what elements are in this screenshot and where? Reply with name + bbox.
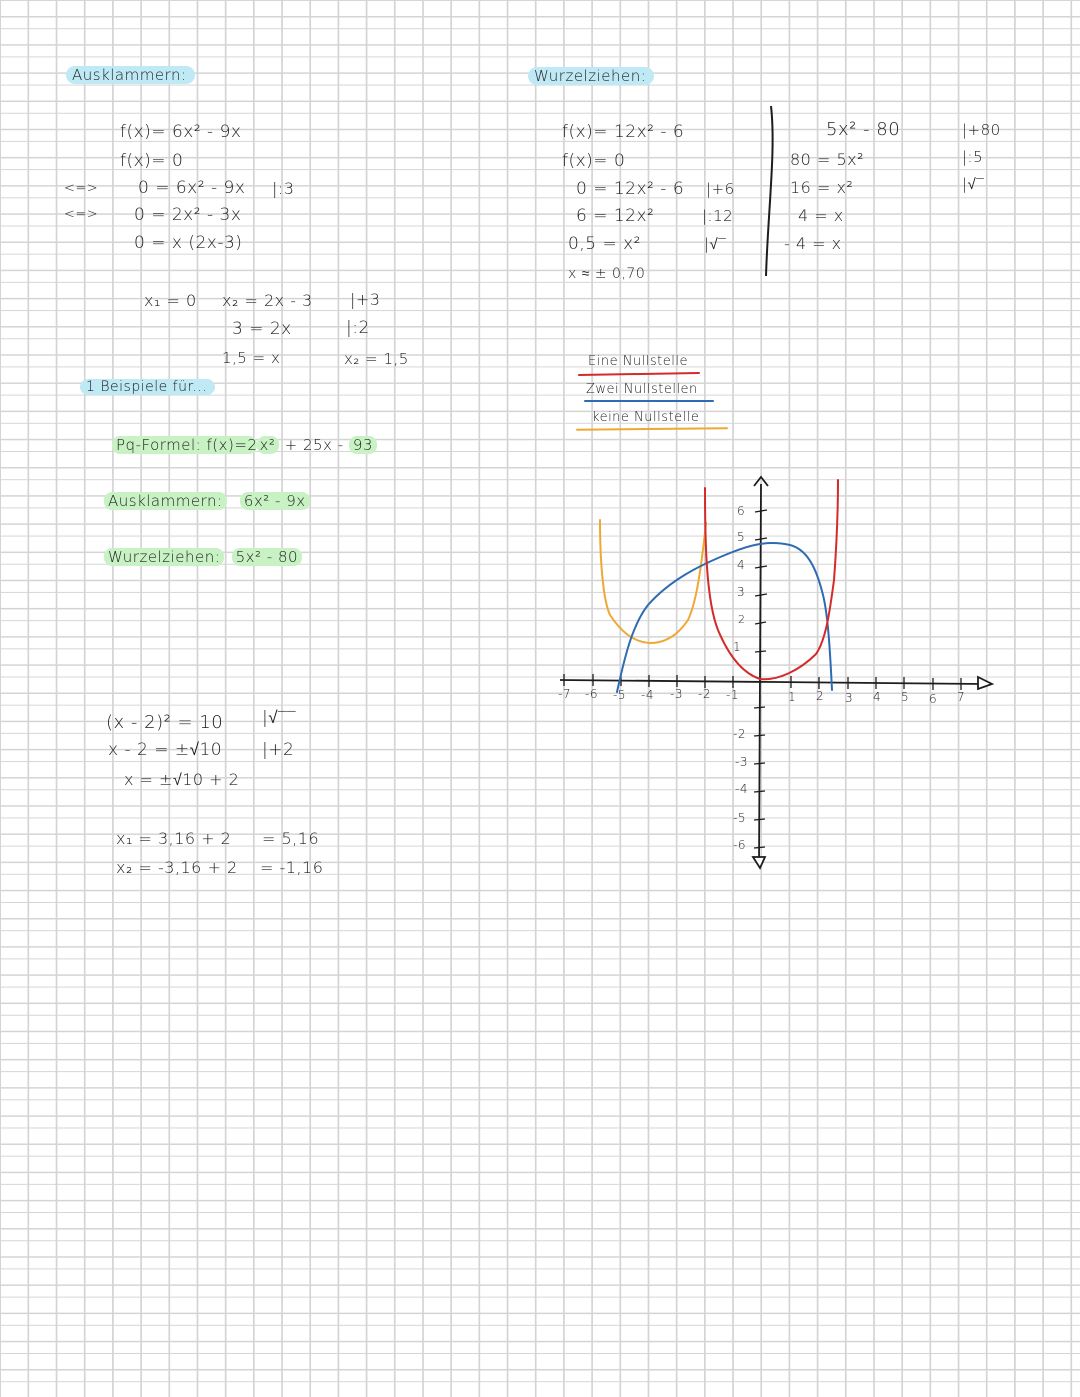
w-op-3: |+6 xyxy=(706,180,735,198)
eq-line-1: f(x)= 6x² - 9x xyxy=(120,122,242,142)
op-line-3: |:3 xyxy=(272,179,295,198)
w-side-op-1: |+80 xyxy=(962,121,1001,139)
example-wurzelziehen-label: Wurzelziehen: xyxy=(104,548,224,566)
eq3-result-1-lhs: x₁ = 3,16 + 2 xyxy=(116,829,232,848)
w-side-2: 80 = 5x² xyxy=(790,150,864,169)
solution-x1: x₁ = 0 xyxy=(144,291,197,310)
y-tick-label: -3 xyxy=(735,755,748,769)
example-ausklammern-expr: 6x² - 9x xyxy=(240,492,310,510)
eq-line-4: 0 = 2x² - 3x xyxy=(134,205,242,225)
y-tick-label: -4 xyxy=(735,782,748,796)
w-line-5: 0,5 = x² xyxy=(568,234,641,254)
w-side-5: - 4 = x xyxy=(784,234,842,253)
x-tick-label: -4 xyxy=(641,688,654,702)
example-pq-rest: + 25x - xyxy=(279,436,349,454)
w-side-3: 16 = x² xyxy=(790,178,854,197)
eq3-op-1: |√‾‾ xyxy=(262,708,297,728)
eq-line-2: f(x)= 0 xyxy=(120,151,184,171)
legend-one-zero: Eine Nullstelle xyxy=(588,354,688,369)
x-tick-label: -5 xyxy=(613,688,626,702)
y-tick-label: -5 xyxy=(733,811,746,825)
example-ausklammern-label: Ausklammern: xyxy=(104,492,227,510)
w-side-op-3: |√‾ xyxy=(962,175,985,193)
eq-line-3: 0 = 6x² - 9x xyxy=(138,178,246,198)
w-line-1: f(x)= 12x² - 6 xyxy=(562,122,685,142)
w-line-3: 0 = 12x² - 6 xyxy=(576,179,685,199)
w-line-2: f(x)= 0 xyxy=(562,151,626,171)
eq3-line-1: (x - 2)² = 10 xyxy=(106,712,224,733)
heading-text: Ausklammern: xyxy=(66,66,195,84)
y-tick-label: 6 xyxy=(737,504,746,518)
legend-no-zero: keine Nullstelle xyxy=(592,410,700,425)
heading-text: Wurzelziehen: xyxy=(528,67,654,85)
solution-x2-line1: x₂ = 2x - 3 xyxy=(222,291,313,310)
x-tick-label: 5 xyxy=(901,690,910,704)
x-tick-label: 6 xyxy=(929,692,938,706)
x-tick-label: -1 xyxy=(726,688,739,702)
example-pq-label: Pq-Formel: f(x)=2 xyxy=(112,436,257,454)
solution-x2-op2: |:2 xyxy=(346,318,370,338)
x-tick-label: -6 xyxy=(585,687,598,701)
eq3-result-2-rhs: = -1,16 xyxy=(260,858,324,877)
x-tick-label: -7 xyxy=(558,687,571,701)
equivalence-arrow: <=> xyxy=(64,207,99,222)
solution-x2-line2: 3 = 2x xyxy=(232,319,292,339)
x-tick-label: 7 xyxy=(957,690,966,704)
eq3-op-2: |+2 xyxy=(262,740,295,760)
curve-two-zeros xyxy=(617,543,832,692)
y-tick-label: 5 xyxy=(737,530,746,544)
x-tick-label: -3 xyxy=(670,687,683,701)
eq3-line-3: x = ±√10 + 2 xyxy=(124,770,240,789)
w-op-4: |:12 xyxy=(702,207,734,225)
equivalence-arrow: <=> xyxy=(64,181,99,196)
y-tick-label: 1 xyxy=(733,640,742,654)
eq-line-5: 0 = x (2x-3) xyxy=(134,233,243,253)
x-tick-label: 3 xyxy=(845,691,854,705)
w-side-1: 5x² - 80 xyxy=(826,119,901,140)
w-line-6: x ≈ ± 0,70 xyxy=(568,266,646,282)
w-side-4: 4 = x xyxy=(798,206,844,225)
w-side-op-2: |:5 xyxy=(962,148,984,166)
axes xyxy=(560,477,992,868)
solution-x2-op1: |+3 xyxy=(350,290,381,309)
solution-x2-result: x₂ = 1,5 xyxy=(344,350,409,368)
eq3-result-2-lhs: x₂ = -3,16 + 2 xyxy=(116,858,238,877)
example-pq-const: 93 xyxy=(349,436,377,454)
y-tick-label: 4 xyxy=(737,558,746,572)
example-wurzelziehen-expr: 5x² - 80 xyxy=(232,548,302,566)
curve-no-zero xyxy=(600,520,706,643)
heading-text: 1 Beispiele für... xyxy=(80,379,215,395)
y-tick-label: 3 xyxy=(737,585,746,599)
example-pq-x2: x² xyxy=(257,436,279,454)
x-tick-label: 2 xyxy=(816,689,825,703)
legend-two-zeros: Zwei Nullstellen xyxy=(586,382,698,397)
y-tick-label: 2 xyxy=(738,613,746,626)
y-tick-label: -6 xyxy=(733,838,746,852)
y-tick-label: -2 xyxy=(733,727,746,741)
x-tick-label: -2 xyxy=(698,687,711,701)
eq3-line-2: x - 2 = ±√10 xyxy=(108,740,223,760)
x-tick-label: 4 xyxy=(873,690,882,704)
x-tick-label: 1 xyxy=(788,690,797,704)
w-op-5: |√‾ xyxy=(704,235,727,253)
eq3-result-1-rhs: = 5,16 xyxy=(262,829,320,848)
solution-x2-line3: 1,5 = x xyxy=(222,349,281,367)
w-line-4: 6 = 12x² xyxy=(576,206,655,226)
